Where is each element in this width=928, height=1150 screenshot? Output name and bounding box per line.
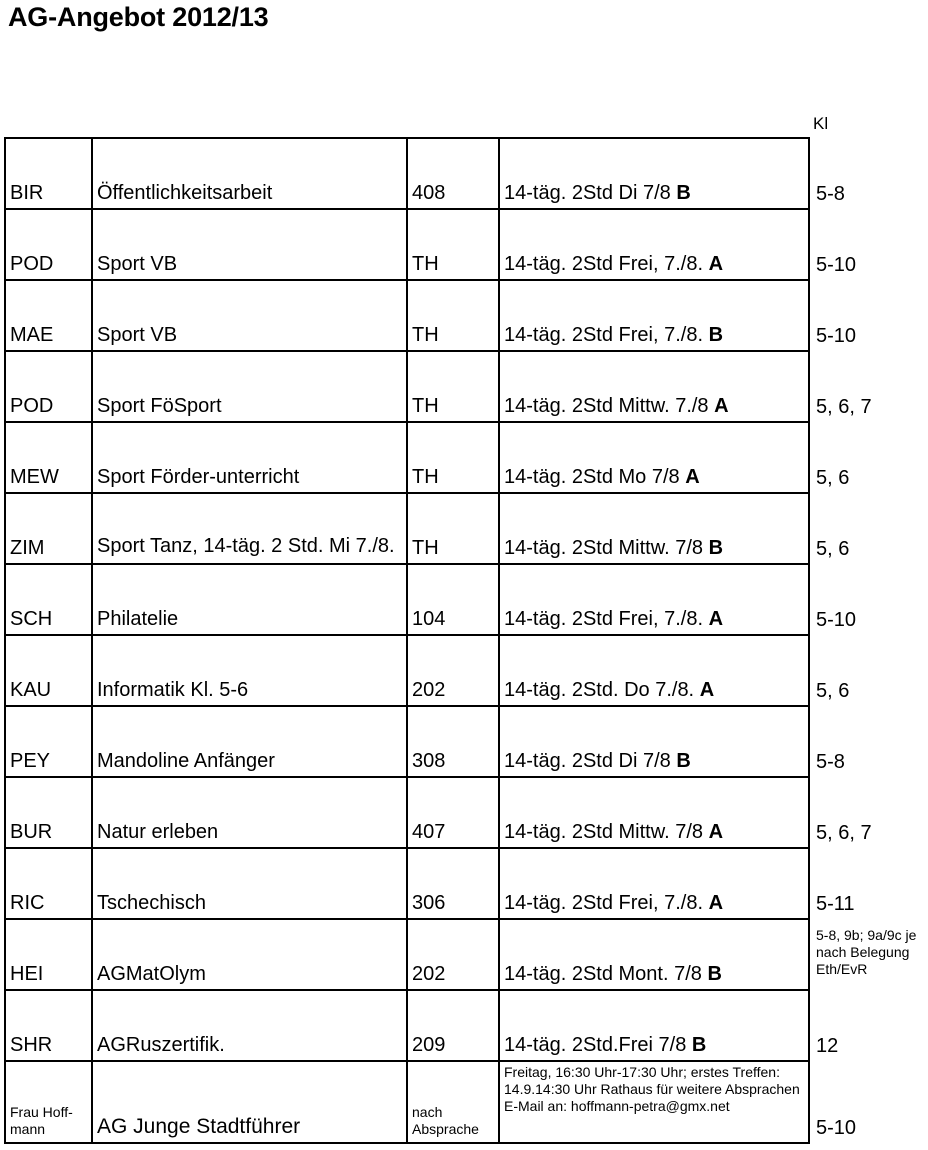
table-row	[5, 209, 927, 280]
ag-name: Philatelie	[92, 564, 407, 635]
schedule	[499, 635, 809, 706]
room: TH	[407, 280, 499, 351]
table-row	[5, 777, 927, 848]
group-letter: B	[708, 324, 724, 346]
table-row	[5, 138, 927, 209]
table-row	[5, 422, 927, 493]
grade-levels: 5, 6	[816, 680, 850, 702]
teacher-code: KAU	[5, 635, 92, 706]
grade-levels: 5-8	[816, 751, 845, 773]
ag-name: AGRuszertifik.	[92, 990, 407, 1061]
room: TH	[407, 209, 499, 280]
table-row	[5, 706, 927, 777]
schedule	[499, 564, 809, 635]
room: 407	[407, 777, 499, 848]
ag-name: Tschechisch	[92, 848, 407, 919]
grade-levels: 5, 6, 7	[816, 396, 872, 418]
ag-name: AG Junge Stadtführer	[92, 1061, 407, 1143]
schedule	[499, 209, 809, 280]
schedule-text: 14-täg. 2Std Di 7/8	[504, 750, 671, 772]
schedule	[499, 138, 809, 209]
page-title: AG-Angebot 2012/13	[8, 2, 269, 32]
schedule-text: 14-täg. 2Std Mittw. 7./8	[504, 395, 709, 417]
schedule	[499, 493, 809, 564]
schedule	[499, 919, 809, 990]
group-letter: A	[708, 253, 724, 275]
ag-name: Sport Tanz, 14-täg. 2 Std. Mi 7./8.	[92, 493, 407, 564]
grade-levels: 5-8, 9b; 9a/9c je nach Belegung Eth/EvR	[816, 927, 917, 977]
room: 209	[407, 990, 499, 1061]
teacher-code: ZIM	[5, 493, 92, 564]
room: TH	[407, 493, 499, 564]
teacher-code: MAE	[5, 280, 92, 351]
schedule-text: 14-täg. 2Std.Frei 7/8	[504, 1034, 687, 1056]
ag-name: Sport VB	[92, 209, 407, 280]
schedule-text: 14-täg. 2Std Mont. 7/8	[504, 963, 702, 985]
table-row	[5, 564, 927, 635]
schedule	[499, 706, 809, 777]
ag-name: Informatik Kl. 5-6	[92, 635, 407, 706]
schedule-text: 14-täg. 2Std Mittw. 7/8	[504, 821, 703, 843]
table-row	[5, 848, 927, 919]
room: nach Absprache	[407, 1061, 499, 1143]
teacher-code: POD	[5, 351, 92, 422]
table-row	[5, 990, 927, 1061]
grade-levels: 5-10	[816, 325, 857, 347]
group-letter: A	[714, 395, 729, 417]
teacher-code: HEI	[5, 919, 92, 990]
schedule	[499, 280, 809, 351]
table-row	[5, 280, 927, 351]
schedule-text: 14-täg. 2Std Frei, 7./8.	[504, 253, 703, 275]
schedule-text: 14-täg. 2Std Mittw. 7/8	[504, 537, 703, 559]
room: 306	[407, 848, 499, 919]
kl-column-header: Kl	[813, 114, 829, 133]
group-letter: A	[708, 892, 724, 914]
room: TH	[407, 422, 499, 493]
ag-name: AGMatOlym	[92, 919, 407, 990]
teacher-code: SCH	[5, 564, 92, 635]
grade-levels: 5, 6	[816, 538, 850, 560]
ag-name: Sport FöSport	[92, 351, 407, 422]
teacher-code: BIR	[5, 138, 92, 209]
room: 308	[407, 706, 499, 777]
schedule-text: 14-täg. 2Std Frei, 7./8.	[504, 892, 703, 914]
group-letter: B	[707, 963, 722, 985]
table-row	[5, 351, 927, 422]
schedule	[499, 990, 809, 1061]
room: 408	[407, 138, 499, 209]
ag-name: Sport Förder-unterricht	[92, 422, 407, 493]
grade-levels: 12	[816, 1035, 839, 1057]
teacher-code: Frau Hoff-mann	[5, 1061, 92, 1143]
table-row	[5, 1061, 927, 1143]
schedule	[499, 422, 809, 493]
teacher-code: POD	[5, 209, 92, 280]
group-letter: A	[699, 679, 715, 701]
teacher-code: MEW	[5, 422, 92, 493]
table-row	[5, 635, 927, 706]
grade-levels: 5-10	[816, 609, 857, 631]
group-letter: A	[708, 821, 724, 843]
group-letter: B	[708, 537, 724, 559]
group-letter: B	[691, 1034, 707, 1056]
schedule	[499, 351, 809, 422]
ag-name: Sport VB	[92, 280, 407, 351]
grade-levels: 5-8	[816, 183, 845, 205]
table-row	[5, 493, 927, 564]
teacher-code: PEY	[5, 706, 92, 777]
grade-levels: 5-10	[816, 1117, 857, 1139]
group-letter: A	[708, 608, 724, 630]
ag-table	[4, 137, 928, 1144]
room: TH	[407, 351, 499, 422]
teacher-code: SHR	[5, 990, 92, 1061]
schedule-text: 14-täg. 2Std Di 7/8	[504, 182, 671, 204]
group-letter: A	[685, 466, 700, 488]
grade-levels: 5, 6	[816, 467, 850, 489]
ag-name: Öffentlichkeitsarbeit	[92, 138, 407, 209]
schedule-text: 14-täg. 2Std Mo 7/8	[504, 466, 680, 488]
room: 104	[407, 564, 499, 635]
grade-levels: 5-10	[816, 254, 857, 276]
table-row	[5, 919, 927, 990]
group-letter: B	[676, 750, 691, 772]
grade-levels: 5, 6, 7	[816, 822, 872, 844]
schedule	[499, 848, 809, 919]
schedule-text: 14-täg. 2Std Frei, 7./8.	[504, 324, 703, 346]
teacher-code: RIC	[5, 848, 92, 919]
group-letter: B	[676, 182, 691, 204]
schedule-text: 14-täg. 2Std Frei, 7./8.	[504, 608, 703, 630]
ag-name: Natur erleben	[92, 777, 407, 848]
schedule: Freitag, 16:30 Uhr-17:30 Uhr; erstes Treffen: 14.9.14:30 Uhr Rathaus für weitere Absprachen E-Mail an: hoffmann-petra@gmx.net	[499, 1061, 809, 1143]
teacher-code: BUR	[5, 777, 92, 848]
schedule-text: 14-täg. 2Std. Do 7./8.	[504, 679, 695, 701]
schedule	[499, 777, 809, 848]
room: 202	[407, 635, 499, 706]
room: 202	[407, 919, 499, 990]
grade-levels: 5-11	[816, 893, 855, 915]
ag-name: Mandoline Anfänger	[92, 706, 407, 777]
